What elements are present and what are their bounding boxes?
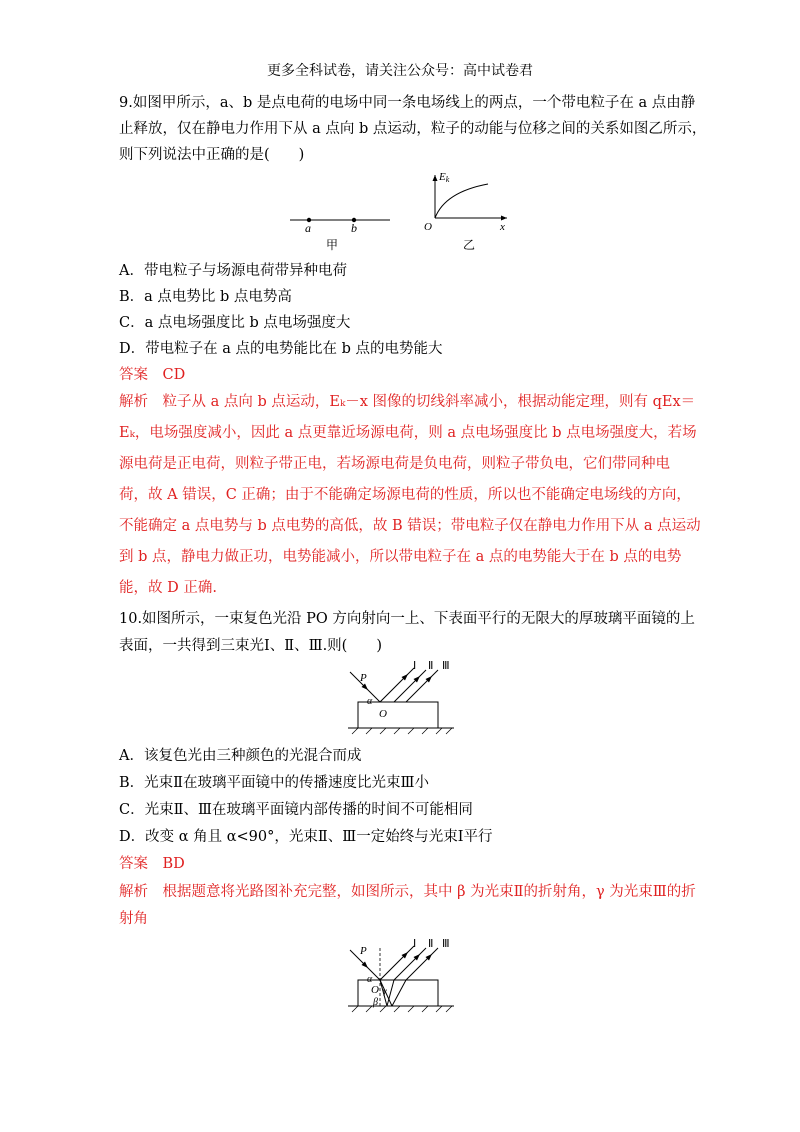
origin-label: O: [424, 221, 432, 233]
q9-figure: [285, 168, 515, 260]
q10-analysis-line-1: 解析 根据题意将光路图补充完整，如图所示，其中 β 为光束Ⅱ的折射角，γ 为光束Ⅲ的折: [119, 884, 696, 900]
q10-figure: [342, 658, 462, 736]
q10-option-c: C．光束Ⅱ、Ⅲ在玻璃平面镜内部传播的时间不可能相同: [119, 802, 473, 818]
q9-option-d: D．带电粒子在 a 点的电势能比在 b 点的电势能大: [119, 341, 443, 357]
solution-beam-3-label: Ⅲ: [442, 938, 450, 950]
beam-1-label: Ⅰ: [413, 660, 417, 672]
solution-angle-alpha-label: α: [367, 974, 373, 985]
q9-answer: 答案 CD: [119, 367, 186, 383]
ek-subscript: k: [445, 175, 450, 184]
solution-point-o-label: O: [371, 984, 379, 996]
page-header: 更多全科试卷，请关注公众号：高中试卷君: [267, 63, 533, 79]
q10-option-d: D．改变 α 角且 α<90°，光束Ⅱ、Ⅲ一定始终与光束Ⅰ平行: [119, 829, 493, 845]
q9-analysis-line-7: 能，故 D 正确.: [119, 580, 217, 596]
angle-alpha-label: α: [367, 696, 373, 707]
point-p-label: P: [360, 672, 367, 684]
q9-analysis-line-4: 荷，故 A 错误，C 正确；由于不能确定场源电荷的性质，所以也不能确定电场线的方向，: [119, 487, 691, 503]
beam-3-label: Ⅲ: [442, 660, 450, 672]
solution-angle-beta-label: β: [373, 997, 378, 1008]
solution-beam-1-label: Ⅰ: [413, 938, 417, 950]
point-o-label: O: [379, 708, 387, 720]
figure-jia-label: 甲: [326, 238, 339, 252]
ek-axis-label: E: [439, 171, 446, 183]
q9-option-b: B．a 点电势比 b 点电势高: [119, 289, 292, 305]
figure-yi-label: 乙: [463, 238, 476, 252]
q10-analysis-line-2: 射角: [119, 911, 148, 927]
solution-angle-gamma-label: γ: [383, 986, 387, 996]
q9-option-a: A．带电粒子与场源电荷带异种电荷: [119, 263, 347, 279]
q10-stem-line-2: 表面，一共得到三束光Ⅰ、Ⅱ、Ⅲ.则( ): [119, 638, 382, 654]
q9-analysis-line-1: 解析 粒子从 a 点向 b 点运动，Eₖ－x 图像的切线斜率减小，根据动能定理，则有 qEx＝: [119, 394, 696, 410]
beam-2-label: Ⅱ: [428, 660, 434, 672]
q10-answer: 答案 BD: [119, 856, 185, 872]
point-a-label: a: [305, 221, 311, 235]
q9-analysis-line-3: 源电荷是正电荷，则粒子带正电，若场源电荷是负电荷，则粒子带负电，它们带同种电: [119, 456, 670, 472]
q9-stem-line-2: 止释放，仅在静电力作用下从 a 点向 b 点运动，粒子的动能与位移之间的关系如图乙所示，: [119, 121, 707, 137]
q9-analysis-line-5: 不能确定 a 点电势与 b 点电势的高低，故 B 错误；带电粒子仅在静电力作用下从 a 点运动: [119, 518, 701, 534]
q10-solution-figure: [342, 930, 462, 1016]
q9-analysis-line-6: 到 b 点，静电力做正功，电势能减小，所以带电粒子在 a 点的电势能大于在 b 点的电势: [119, 549, 682, 565]
q10-option-b: B．光束Ⅱ在玻璃平面镜中的传播速度比光束Ⅲ小: [119, 775, 429, 791]
solution-beam-2-label: Ⅱ: [428, 938, 434, 950]
q9-option-c: C．a 点电场强度比 b 点电场强度大: [119, 315, 351, 331]
svg-text:Ek: [438, 171, 450, 184]
q9-stem-line-3: 则下列说法中正确的是( ): [119, 147, 305, 163]
q9-analysis-line-2: Eₖ，电场强度减小，因此 a 点更靠近场源电荷，则 a 点电场强度比 b 点电场强度大，若场: [119, 425, 697, 441]
x-axis-label: x: [500, 221, 505, 233]
q9-stem-line-1: 9.如图甲所示，a、b 是点电荷的电场中同一条电场线上的两点，一个带电粒子在 a 点由静: [119, 95, 696, 111]
q10-stem-line-1: 10.如图所示，一束复色光沿 PO 方向射向一上、下表面平行的无限大的厚玻璃平面镜的上: [119, 611, 695, 627]
q10-option-a: A．该复色光由三种颜色的光混合而成: [119, 748, 362, 764]
point-b-label: b: [351, 221, 357, 235]
solution-point-p-label: P: [360, 945, 367, 957]
